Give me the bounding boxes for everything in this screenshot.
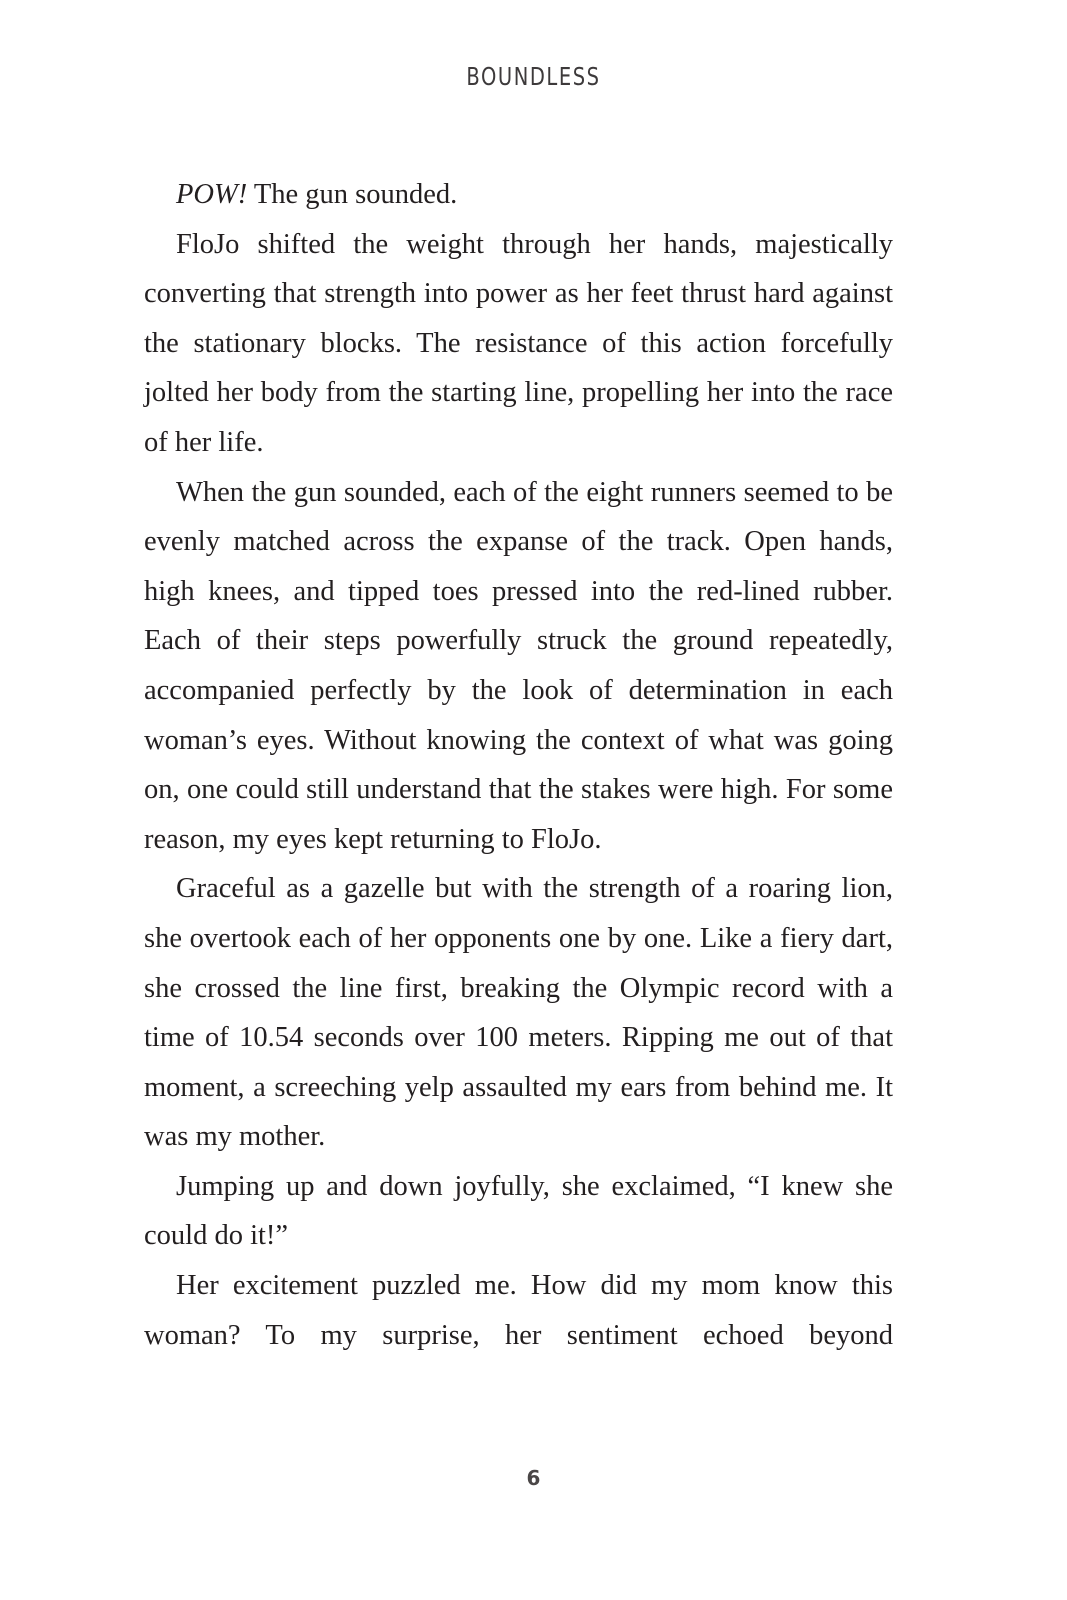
- paragraph-3: When the gun sounded, each of the eight runners seemed to be evenly matched across the expanse of the track. Open hands, high knees, and tipped toes pressed into the red-lined rubber. Each of their steps powerfully struck the ground repeatedly, accompanied perfectly by the look of determination in each woman’s eyes. Without knowing the context of what was going on, one could still understand that the stakes were high. For some reason, my eyes kept returning to FloJo.: [144, 476, 893, 855]
- paragraph-1-text: The gun sounded.: [247, 179, 458, 210]
- body-text: [144, 170, 893, 1360]
- paragraph-5: Jumping up and down joyfully, she exclaimed, “I knew she could do it!”: [144, 1170, 893, 1252]
- running-head: BOUNDLESS: [466, 62, 601, 91]
- paragraph-2: FloJo shifted the weight through her hands, majestically converting that strength into power as her feet thrust hard against the stationary blocks. The resistance of this action forcefully jolted her body from the starting line, propelling her into the race of her life.: [144, 228, 893, 458]
- paragraph-6: Her excitement puzzled me. How did my mom know this woman? To my surprise, her sentiment echoed beyond: [144, 1270, 893, 1351]
- page-number: 6: [526, 1466, 541, 1490]
- italic-exclamation: POW!: [176, 179, 248, 210]
- paragraph-4: Graceful as a gazelle but with the strength of a roaring lion, she overtook each of her opponents one by one. Like a fiery dart, she crossed the line first, breaking the Olympic record with a time of 10.54 seconds over 100 meters. Ripping me out of that moment, a screeching yelp assaulted my ears from behind me. It was my mother.: [144, 873, 893, 1153]
- paragraph-1: [144, 170, 893, 220]
